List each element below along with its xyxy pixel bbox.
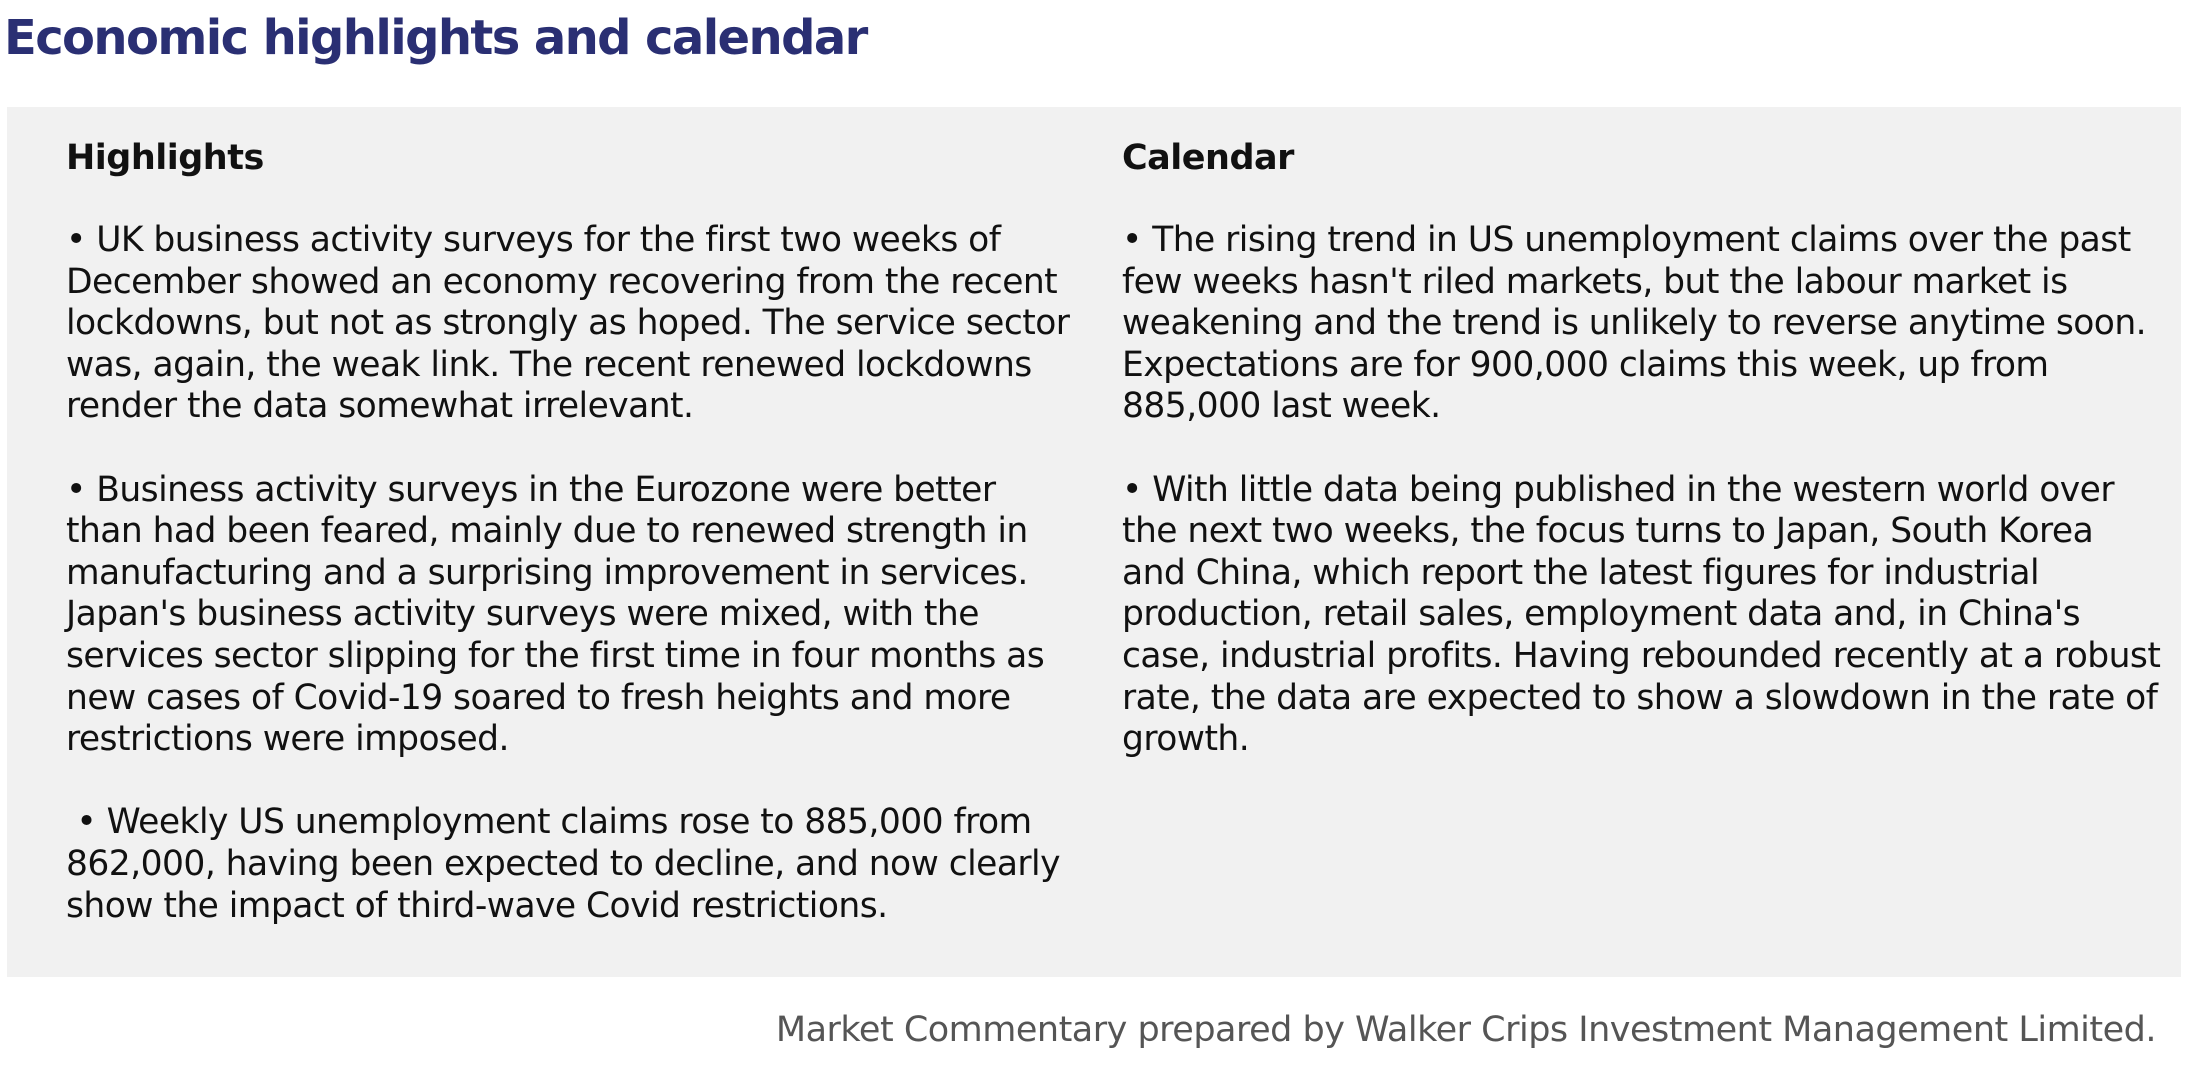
highlights-heading: Highlights [66,138,264,178]
page-title: Economic highlights and calendar [4,10,867,66]
calendar-column [1122,137,2162,761]
calendar-heading: Calendar [1122,138,1294,178]
content-panel [7,107,2181,977]
calendar-paragraph-asia: • With little data being published in the western world over the next two weeks, the focus turns to Japan, South Korea and China, which report the latest figures for industrial production, retail sales, employment data and, in China's case, industrial profits. Having rebounded recently at a robust rate, the data are expected to show a slowdown in the rate of growth. [1122,469,2161,760]
highlights-paragraph-eurozone-japan: • Business activity surveys in the Eurozone were better than had been feared, mainly due to renewed strength in manufacturing and a surprising improvement in services. Japan's business activity surveys were mixed, with the services sector slipping for the first time in four months as new cases of Covid-19 soared to fresh heights and more restrictions were imposed. [66,469,1045,760]
highlights-paragraph-uk: • UK business activity surveys for the first two weeks of December showed an economy recovering from the recent lockdowns, but not as strongly as hoped. The service sector was, again, the weak link. The recent renewed lockdowns render the data somewhat irrelevant. [66,220,1070,427]
highlights-paragraph-us-claims: • Weekly US unemployment claims rose to 885,000 from 862,000, having been expected to decline, and now clearly show the impact of third-wave Covid restrictions. [66,802,1071,926]
footer-note: Market Commentary prepared by Walker Crips Investment Management Limited. [775,1010,2156,1050]
calendar-paragraph-us-claims: • The rising trend in US unemployment claims over the past few weeks hasn't riled markets, but the labour market is weakening and the trend is unlikely to reverse anytime soon. Expectations are for 900,000 claims this week, up from 885,000 last week. [1122,220,2147,427]
highlights-column [66,137,1076,927]
